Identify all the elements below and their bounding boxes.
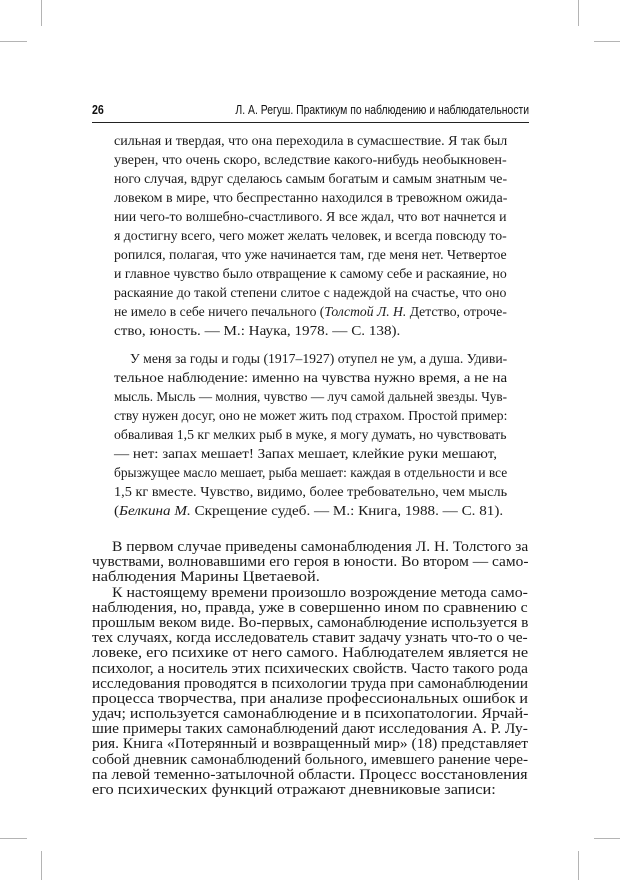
crop-mark [41,851,42,880]
text-line: ству нужен досуг, оно не может жить под страхом. Простой пример: [114,408,508,423]
text-line: У меня за годы и годы (1917–1927) отупел не ум, а душа. Удиви- [130,351,508,366]
citation-author: Толстой Л. Н. [324,304,407,319]
crop-mark [578,0,579,26]
text-segment: Скрещение судеб. — М.: Книга, 1988. — С. 81). [190,503,504,518]
text-segment: Детство, отроче- [406,304,507,319]
crop-mark [578,851,579,880]
text-line: ловеке, его психике от него самого. Наблюдателем является не [92,645,529,661]
text-line: его психических функций отражают дневниковые записи: [92,782,496,798]
text-segment: ( [114,503,120,518]
text-line: прошлым веком виде. Во-первых, самонаблюдение используется в [92,615,529,631]
text-line: процесса творчества, при анализе профессиональных ошибок и [92,691,528,707]
text-line [114,304,507,320]
text-line: шие примеры таких самонаблюдений дают исследования А. Р. Лу- [92,721,528,737]
text-line: раскаяние до такой степени слитое с надеждой на счастье, что оно [114,285,507,300]
crop-mark [0,41,27,42]
text-line: ропился, полагая, что уже начинается там, где меня нет. Четвертое [114,247,507,262]
text-line: психолог, а носитель этих психических свойств. Часто такого рода [92,661,528,677]
text-line: тельное наблюдение: именно на чувства нужно время, а не на [114,370,508,385]
text-line: уверен, что очень скоро, вследствие какого-нибудь необыкновен- [114,152,507,167]
text-line [114,503,503,519]
text-segment: не имело в себе ничего печального ( [114,304,325,319]
citation-author: Белкина М. [119,503,191,518]
running-header [92,100,529,123]
crop-mark [0,838,27,839]
crop-mark [594,41,620,42]
text-line: К настоящему времени произошло возрождение метода само- [112,585,528,601]
text-line: В первом случае приведены самонаблюдения Л. Н. Толстого за [112,539,529,555]
text-line: рия. Книга «Потерянный и возвращенный мир» (18) представляет [92,736,528,752]
text-line: обваливая 1,5 кг мелких рыб в муке, я могу думать, но чувствовать [114,427,507,442]
text-line: наблюдения, но, правда, уже в совершенно ином по сравнению с [92,600,528,616]
text-line: па левой теменно-затылочной области. Процесс восстановления [92,767,528,783]
page-number: 26 [92,102,104,117]
text-line: и главное чувство было отвращение к самому себе и раскаяние, но [114,266,507,281]
text-line: удач; используется самонаблюдение и в психопатологии. Ярчай- [92,706,529,722]
text-line: нии чего-то волшебно-счастливого. Я все ждал, что вот начнется и [114,209,507,224]
text-line: ство, юность. — М.: Наука, 1978. — С. 138). [114,323,401,338]
crop-mark [41,0,42,26]
text-line: 1,5 кг вместе. Чувство, видимо, более требовательно, чем мысль [114,484,508,499]
crop-mark [594,838,620,839]
text-line: мысль. Мысль — молния, чувство — луч самой дальней звезды. Чув- [114,389,508,404]
text-line: брызжущее масло мешает, рыба мешает: каждая в отдельности и все [114,465,508,480]
text-line: наблюдения Марины Цветаевой. [92,569,320,585]
text-line: я достигну всего, чего может желать человек, и всегда повсюду то- [114,228,507,243]
text-line: тех случаях, когда исследователь ставит задачу узнать что-то о че- [92,630,528,646]
text-line: чувствами, волновавшими его героя в юности. Во втором — само- [92,554,529,570]
text-line: ловеком в мире, что беспрестанно находился в тревожном ожида- [114,190,508,205]
text-line: собой дневник самонаблюдений больного, имевшего ранение чере- [92,752,529,768]
running-title: Л. А. Регуш. Практикум по наблюдению и наблюдательности [235,102,529,117]
text-line: сильная и твердая, что она переходила в сумасшествие. Я так был [114,133,508,148]
text-line: исследования проводятся в психологии труда при самонаблюдении [92,676,529,692]
text-line: ного случая, вдруг сделаюсь самым богатым и самым знатным че- [114,171,508,186]
text-line: — нет: запах мешает! Запах мешает, клейкие руки мешают, [114,446,498,461]
